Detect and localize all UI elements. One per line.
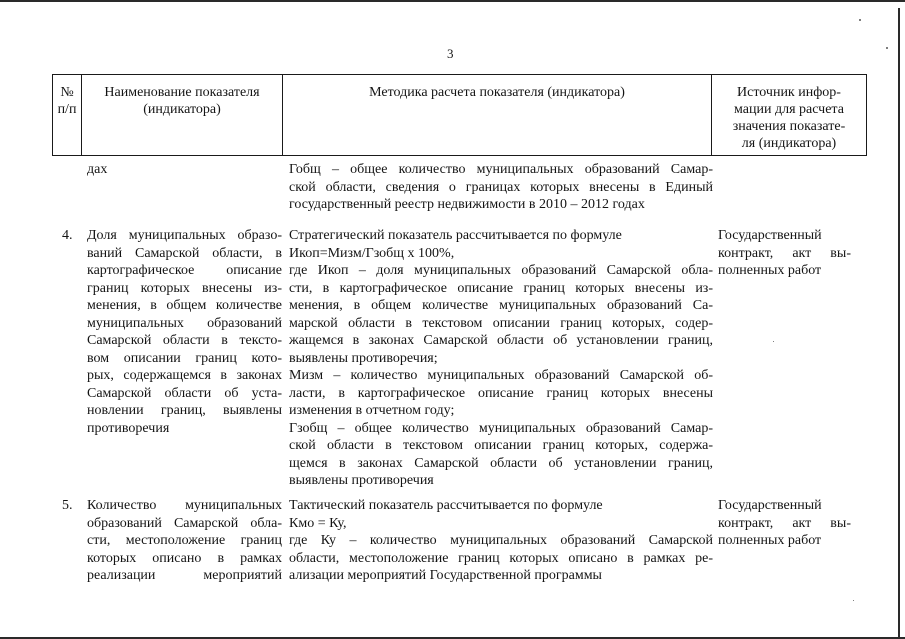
text-line: муниципальных образований (87, 315, 282, 331)
text-line: щемся в законах Самарской области об установлении границ, (289, 455, 713, 471)
text-line: выявлены противоречия; (289, 350, 438, 366)
text-line: контракт, акт вы- (718, 245, 851, 261)
text-line: Государственный (718, 228, 822, 243)
text-line: Гзобщ – общее количество муниципальных образований Самар- (289, 420, 713, 436)
scan-edge-right (898, 8, 900, 639)
text-line: сти, местоположение границ (87, 533, 282, 548)
text-line: где Икоп – доля муниципальных образований Самарской обла- (289, 263, 713, 278)
text-line: области, местоположение границ которых описано в рамках ре- (289, 550, 713, 566)
scan-speck (859, 19, 861, 21)
indicator-name-cell (87, 227, 282, 437)
text-line: полненных работ (718, 533, 822, 548)
source-cell (718, 227, 851, 280)
method-cell (289, 227, 713, 490)
text-line: государственный реестр недвижимости в 2010 – 2012 годах (289, 197, 645, 212)
text-line: образований Самарской обла- (87, 515, 282, 531)
text-line: где Ку – количество муниципальных образований Самарской (289, 533, 713, 548)
continuation-method-cell (289, 161, 713, 214)
text-line: противоречия (87, 420, 170, 436)
header-text-line: п/п (57, 102, 77, 117)
header-text-line: Методика расчета показателя (индикатора) (369, 85, 625, 100)
header-text-line: (индикатора) (143, 102, 221, 117)
header-text-line: мации для расчета (734, 102, 844, 117)
row-number: 4. (62, 228, 73, 243)
text-line: Самарской области в тексто- (87, 333, 282, 348)
text-line: границ которых внесены из- (87, 280, 282, 296)
text-line: дах (87, 162, 108, 177)
text-line: Государственный (718, 498, 822, 513)
method-cell (289, 497, 713, 585)
text-line: новлении границ, выявлены (87, 403, 282, 418)
scan-speck (886, 47, 888, 49)
row-number: 5. (62, 498, 73, 513)
text-line: марской области в текстовом описании границ которых, содер- (289, 315, 713, 331)
text-line: ваний Самарской области, в (87, 245, 282, 261)
header-col-number (53, 75, 82, 156)
header-text-line: № (60, 85, 74, 100)
text-line: рых, содержащемся в законах (87, 368, 282, 383)
text-line: менения, в общем количестве (87, 298, 282, 313)
text-line: Гобщ – общее количество муниципальных образований Самар- (289, 162, 713, 177)
text-line: ской области в текстовом описании границ которых, содержа- (289, 438, 713, 453)
scan-edge-top (0, 0, 905, 2)
scan-speck (853, 600, 854, 601)
source-cell (718, 497, 851, 550)
header-text-line: значения показате- (732, 119, 846, 134)
text-line: картографическое описание (87, 263, 282, 278)
header-col-method (283, 75, 712, 156)
text-line: полненных работ (718, 263, 822, 278)
text-line: вом описании границ кото- (87, 350, 282, 366)
header-text-line: Источник инфор- (737, 85, 841, 100)
text-line: контракт, акт вы- (718, 515, 851, 531)
text-line: реализации мероприятий (87, 568, 282, 583)
text-line: сти, в картографическое описание границ которых внесены из- (289, 280, 713, 296)
text-line: менения, в общем количестве муниципальных образований Са- (289, 298, 713, 313)
text-line: Мизм – количество муниципальных образований Самарской об- (289, 368, 713, 383)
text-line: Икоп=Мизм/Гзобщ х 100%, (289, 245, 455, 261)
text-line: ализации мероприятий Государственной программы (289, 568, 602, 583)
indicator-name-cell (87, 497, 282, 585)
text-line: которых описано в рамках (87, 550, 282, 566)
text-line: Тактический показатель рассчитывается по формуле (289, 498, 603, 513)
header-col-name (82, 75, 283, 156)
text-line: Стратегический показатель рассчитывается по формуле (289, 228, 622, 243)
header-text-line: ля (индикатора) (741, 136, 837, 151)
header-col-source (712, 75, 867, 156)
text-line: ской области, сведения о границах которых внесены в Единый (289, 179, 713, 195)
scan-speck (773, 341, 774, 342)
table-header (52, 74, 867, 156)
text-line: изменения в отчетном году; (289, 403, 455, 418)
text-line: ласти, в картографическое описание границ которых внесены (289, 385, 713, 401)
text-line: Количество муниципальных (87, 498, 282, 513)
header-text-line: Наименование показателя (104, 85, 260, 100)
text-line: Доля муниципальных образо- (87, 228, 282, 243)
text-line: выявлены противоречия (289, 473, 434, 488)
continuation-name-cell (87, 161, 282, 179)
text-line: Кмо = Ку, (289, 515, 347, 531)
page-number: 3 (447, 46, 454, 61)
text-line: Самарской области об уста- (87, 385, 282, 401)
text-line: жащемся в законах Самарской области об установлении границ, (289, 333, 713, 348)
